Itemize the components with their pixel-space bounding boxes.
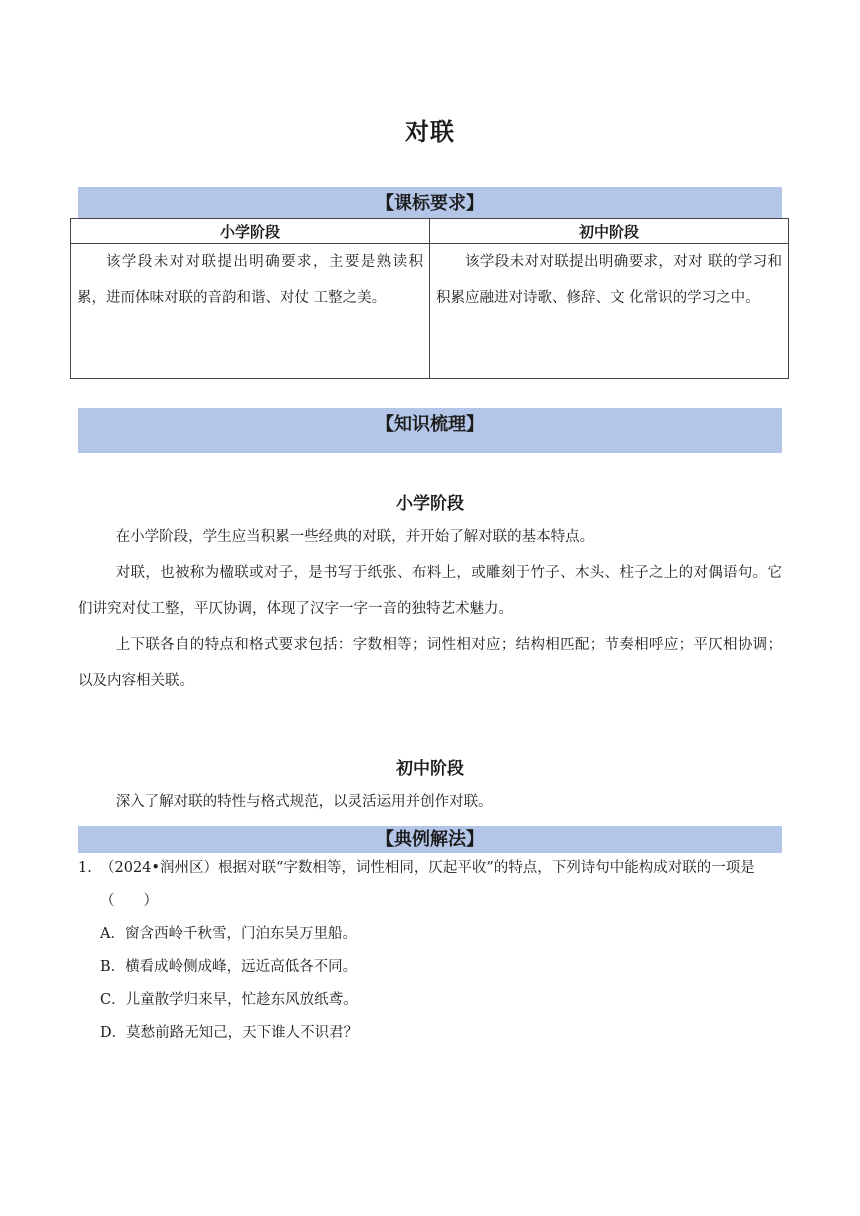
curriculum-table bbox=[70, 218, 789, 379]
cell-primary-requirement: 该学段未对对联提出明确要求，主要是熟读积累，进而体味对联的音韵和谐、对仗 工整之美。 bbox=[71, 244, 430, 379]
section-heading-curriculum: 【课标要求】 bbox=[78, 187, 782, 218]
subheading-primary: 小学阶段 bbox=[396, 494, 464, 514]
question-stem bbox=[78, 852, 782, 918]
option-c: C．儿童散学归来早，忙趁东风放纸鸢。 bbox=[100, 992, 358, 1008]
column-header-primary: 小学阶段 bbox=[71, 219, 430, 244]
option-d: D．莫愁前路无知己，天下谁人不识君？ bbox=[100, 1025, 359, 1041]
paragraph: 在小学阶段，学生应当积累一些经典的对联，并开始了解对联的基本特点。 bbox=[115, 529, 595, 545]
question-text: （2024•润州区）根据对联“字数相等，词性相同，仄起平收”的特点，下列诗句中能构成对联的一项是（ ） bbox=[100, 860, 755, 909]
question-block bbox=[78, 852, 782, 1050]
section-heading-knowledge: 【知识梳理】 bbox=[78, 408, 782, 453]
paragraph: 对联，也被称为楹联或对子，是书写于纸张、布料上，或雕刻于竹子、木头、柱子之上的对偶语句。它们讲究对仗工整，平仄协调，体现了汉字一字一音的独特艺术魅力。 bbox=[78, 565, 782, 617]
paragraph: 上下联各自的特点和格式要求包括：字数相等；词性相对应；结构相匹配；节奏相呼应；平仄相协调；以及内容相关联。 bbox=[78, 637, 782, 689]
cell-middle-requirement: 该学段未对对联提出明确要求，对对 联的学习和积累应融进对诗歌、修辞、文 化常识的学习之中。 bbox=[430, 244, 789, 379]
column-header-middle: 初中阶段 bbox=[430, 219, 789, 244]
option-b: B．横看成岭侧成峰，远近高低各不同。 bbox=[100, 959, 358, 975]
paragraph: 深入了解对联的特性与格式规范，以灵活运用并创作对联。 bbox=[115, 794, 493, 810]
question-number: 1. bbox=[78, 860, 92, 876]
subheading-middle: 初中阶段 bbox=[396, 759, 464, 779]
option-a: A．窗含西岭千秋雪，门泊东吴万里船。 bbox=[100, 926, 357, 942]
section-heading-examples: 【典例解法】 bbox=[78, 826, 782, 853]
document-title: 对联 bbox=[405, 118, 455, 146]
